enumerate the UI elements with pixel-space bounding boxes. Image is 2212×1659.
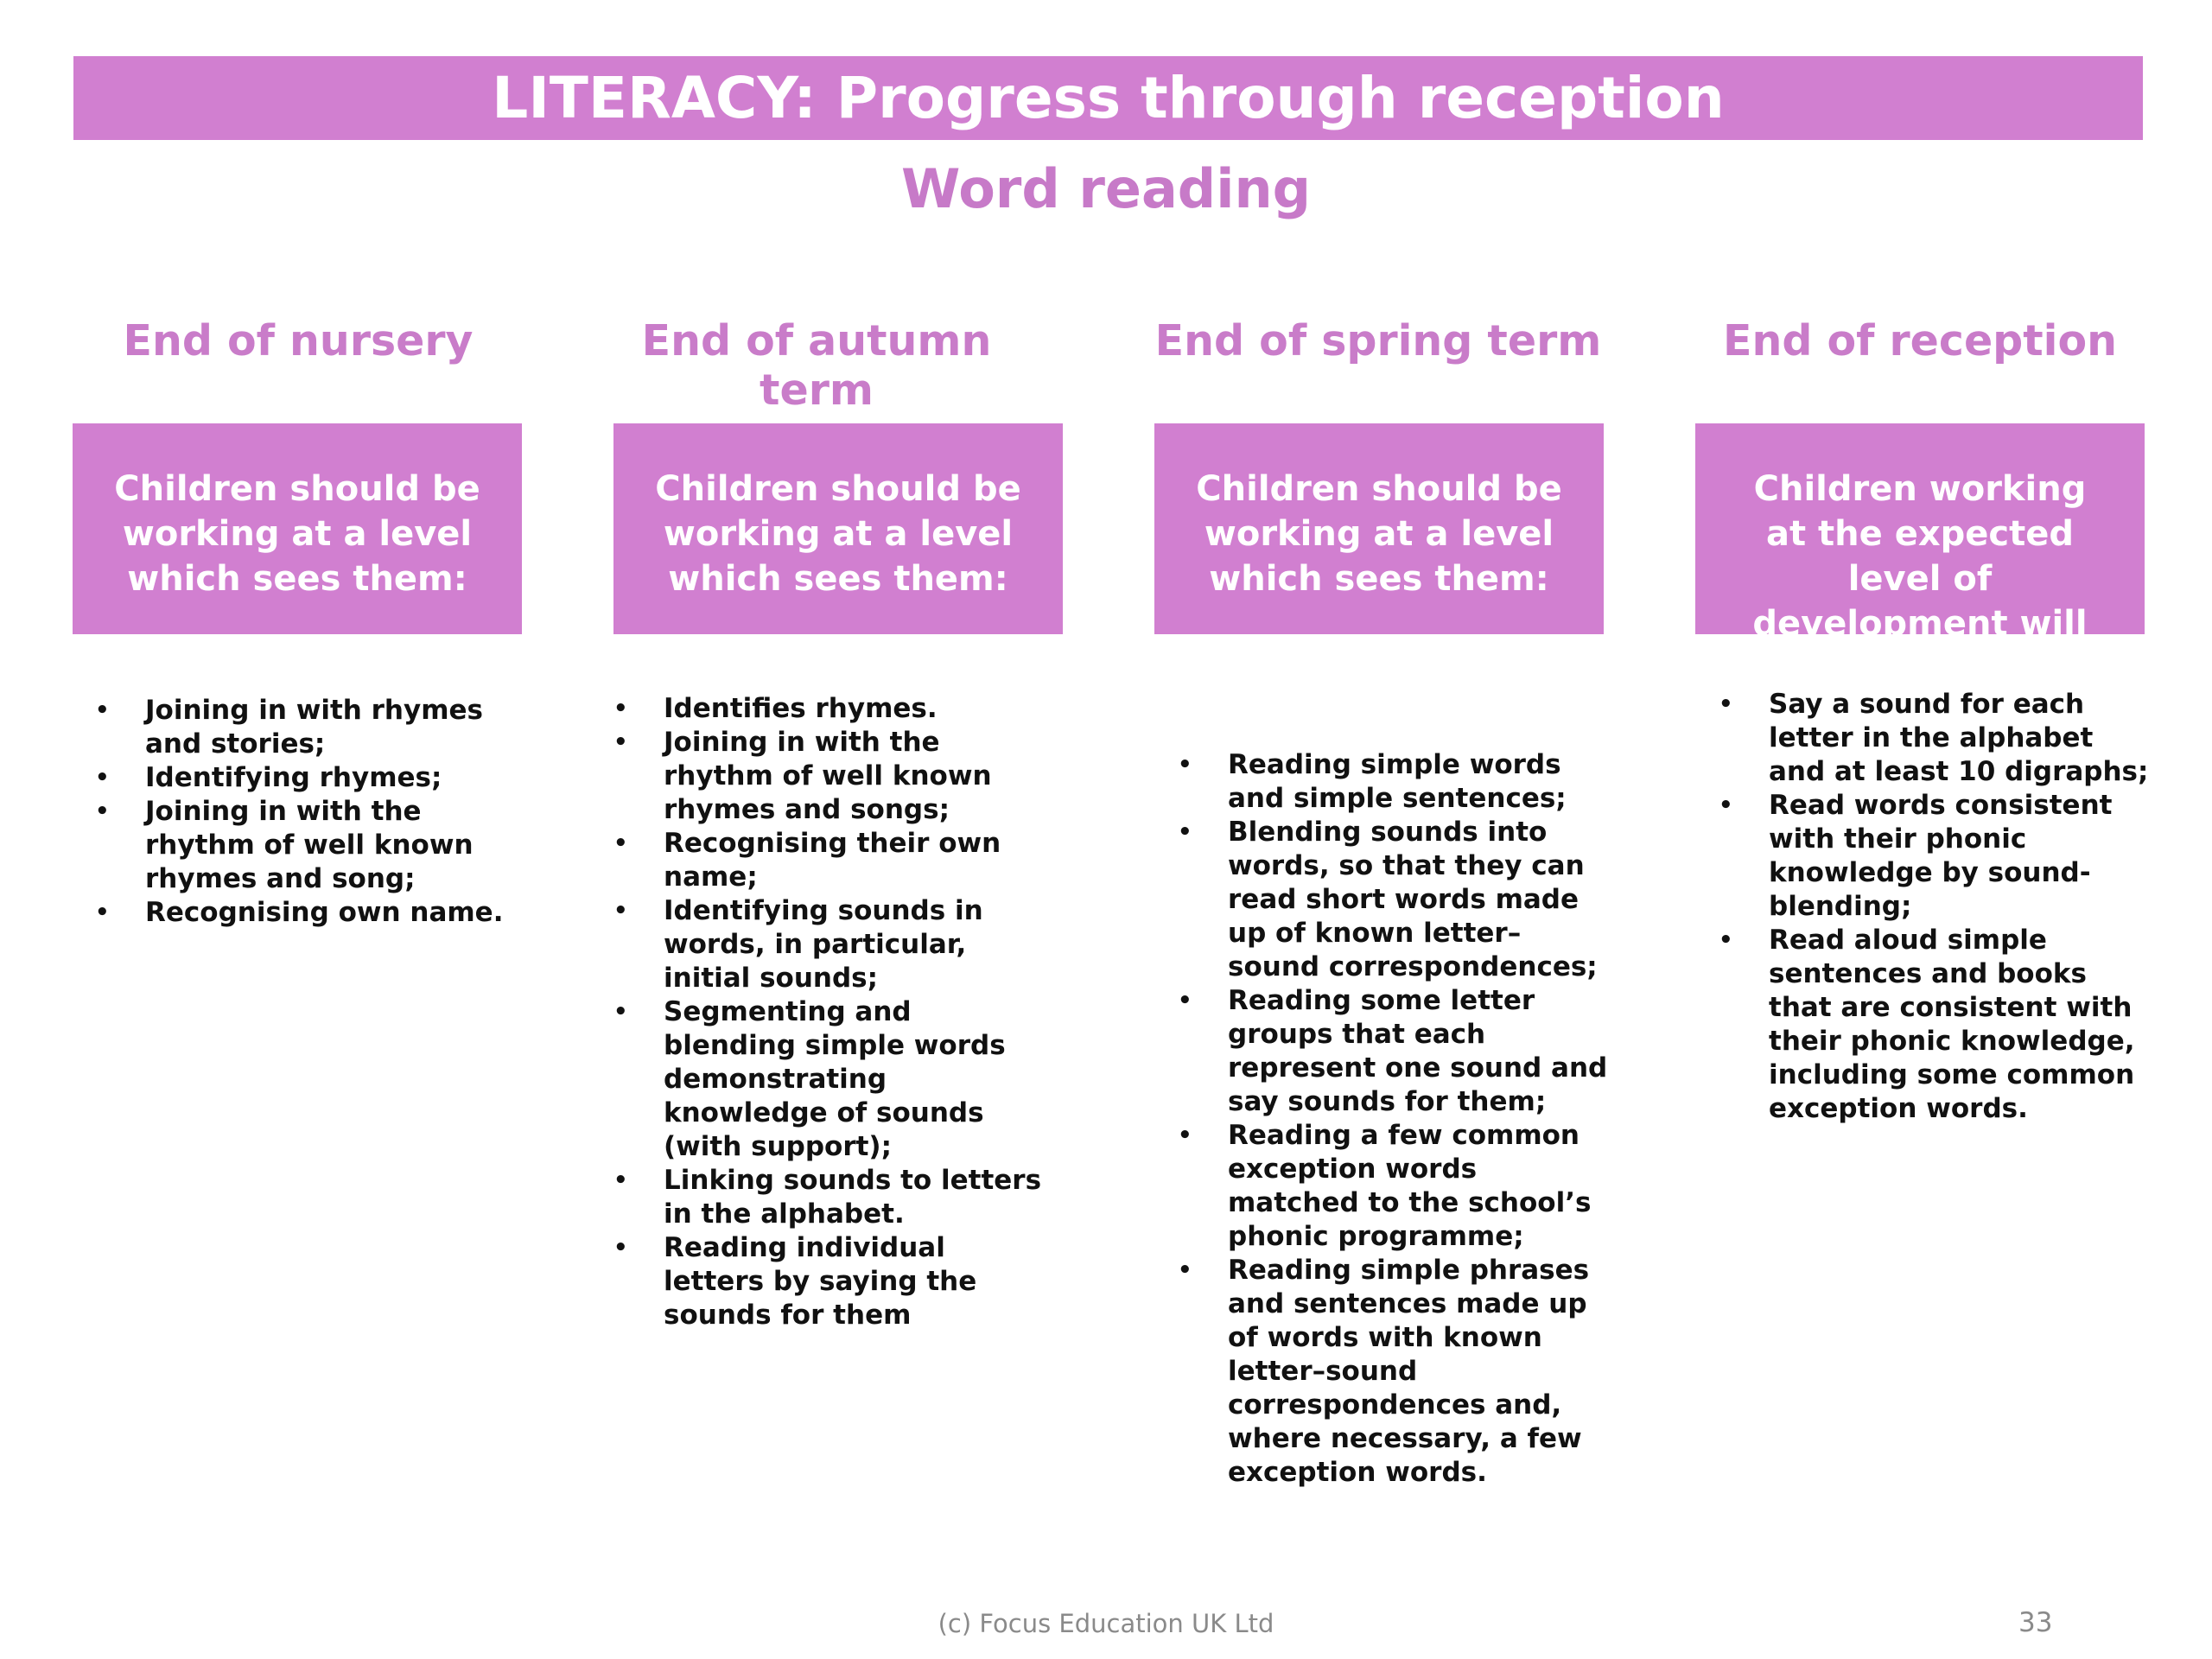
list-item: • Reading simple words and simple sentences; <box>1178 749 1567 814</box>
bullet-icon: • <box>95 765 110 791</box>
list-item: • Joining in with the rhythm of well known rhymes and songs; <box>613 727 992 825</box>
bullet-icon: • <box>1178 752 1192 778</box>
bullet-icon: • <box>1178 1122 1192 1148</box>
list-item: • Say a sound for each letter in the alphabet and at least 10 digraphs; <box>1719 689 2149 787</box>
bullet-list-spring <box>1176 748 1608 1490</box>
list-item: • Recognising own name. <box>95 897 504 928</box>
stage-box-spring: Children should be working at a level which sees them: <box>1154 423 1604 634</box>
page-subtitle: Word reading <box>901 157 1311 220</box>
page-title: LITERACY: Progress through reception <box>492 65 1725 131</box>
list-item: • Reading individual letters by saying the sounds for them <box>613 1232 977 1331</box>
stage-heading-spring: End of spring term <box>1154 316 1602 365</box>
title-bar <box>73 56 2143 140</box>
bullet-icon: • <box>1178 819 1192 845</box>
list-item: • Identifying sounds in words, in particular, initial sounds; <box>613 895 983 994</box>
list-item: • Read aloud simple sentences and books that are consistent with their phonic knowledge, including some common exception words. <box>1719 925 2135 1124</box>
bullet-icon: • <box>1719 927 1733 953</box>
bullet-icon: • <box>613 999 628 1025</box>
bullet-icon: • <box>613 696 628 721</box>
stage-heading-nursery: End of nursery <box>123 316 474 365</box>
stage-heading-reception: End of reception <box>1722 316 2118 365</box>
bullet-list-nursery <box>93 694 525 930</box>
bullet-icon: • <box>613 898 628 924</box>
list-item: • Recognising their own name; <box>613 828 1001 893</box>
list-item: • Reading simple phrases and sentences made up of words with known letter–sound correspondences and, where necessary, a few exception words. <box>1178 1255 1590 1488</box>
stage-box-reception: Children working at the expected level of development will <box>1695 423 2145 634</box>
bullet-icon: • <box>613 830 628 856</box>
list-item: • Blending sounds into words, so that they can read short words made up of known letter–sound correspondences; <box>1178 817 1598 982</box>
bullet-icon: • <box>1178 1257 1192 1283</box>
footer-copyright: (c) Focus Education UK Ltd <box>938 1609 1274 1638</box>
list-item: • Identifying rhymes; <box>95 762 442 793</box>
list-item: • Joining in with the rhythm of well known rhymes and song; <box>95 796 474 894</box>
stage-box-nursery: Children should be working at a level which sees them: <box>73 423 522 634</box>
list-item: • Identifies rhymes. <box>613 693 938 724</box>
bullet-icon: • <box>1719 792 1733 818</box>
list-item: • Reading some letter groups that each represent one sound and say sounds for them; <box>1178 985 1608 1117</box>
bullet-list-autumn <box>612 692 1044 1332</box>
bullet-icon: • <box>1719 691 1733 717</box>
bullet-icon: • <box>613 1235 628 1261</box>
bullet-icon: • <box>613 1167 628 1193</box>
stage-box-autumn: Children should be working at a level which sees them: <box>613 423 1063 634</box>
bullet-icon: • <box>95 798 110 824</box>
bullet-list-reception <box>1717 688 2149 1126</box>
page-number: 33 <box>2018 1607 2053 1638</box>
list-item: • Segmenting and blending simple words demonstrating knowledge of sounds (with support); <box>613 996 1006 1162</box>
bullet-icon: • <box>1178 988 1192 1014</box>
list-item: • Reading a few common exception words matched to the school’s phonic programme; <box>1178 1120 1592 1252</box>
list-item: • Linking sounds to letters in the alphabet. <box>613 1165 1042 1230</box>
list-item: • Joining in with rhymes and stories; <box>95 695 483 760</box>
bullet-icon: • <box>613 729 628 755</box>
bullet-icon: • <box>95 899 110 925</box>
list-item: • Read words consistent with their phonic knowledge by sound-blending; <box>1719 790 2113 922</box>
bullet-icon: • <box>95 697 110 723</box>
stage-heading-autumn: End of autumn term <box>641 316 992 415</box>
